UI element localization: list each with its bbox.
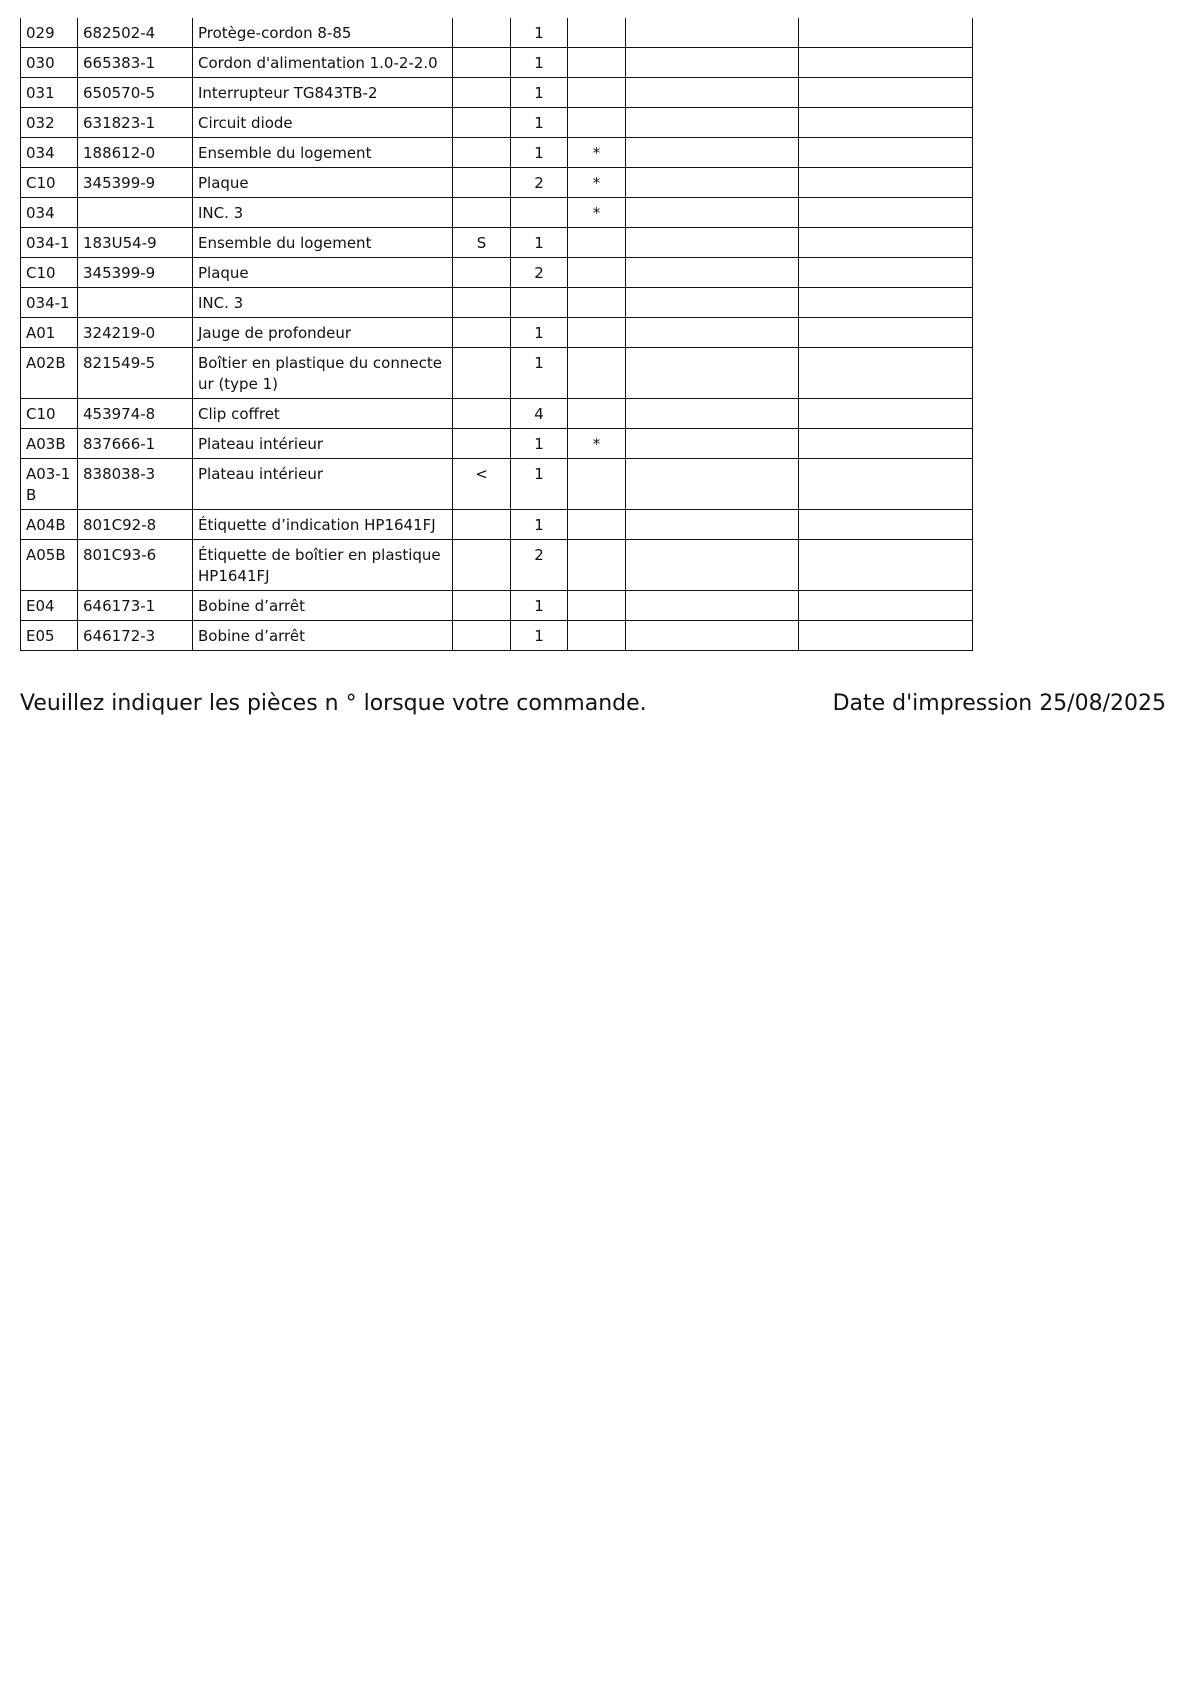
cell-code (453, 318, 511, 348)
order-instruction-note: Veuillez indiquer les pièces n ° lorsque votre commande. (20, 691, 647, 716)
cell-description: Boîtier en plastique du connecteur (type 1) (193, 348, 453, 399)
cell-quantity: 1 (511, 591, 568, 621)
cell-part-number: 682502-4 (78, 18, 193, 48)
cell-part-number: 821549-5 (78, 348, 193, 399)
cell-part-number: 801C93-6 (78, 540, 193, 591)
cell-item-number: E05 (21, 621, 78, 651)
cell-extra-2 (799, 108, 973, 138)
cell-quantity (511, 288, 568, 318)
table-row (21, 108, 973, 138)
cell-quantity: 1 (511, 108, 568, 138)
cell-code (453, 510, 511, 540)
cell-mark: * (568, 429, 626, 459)
cell-extra-1 (626, 510, 799, 540)
cell-extra-1 (626, 258, 799, 288)
table-row (21, 348, 973, 399)
cell-extra-1 (626, 78, 799, 108)
cell-extra-1 (626, 138, 799, 168)
cell-extra-2 (799, 288, 973, 318)
cell-item-number: A01 (21, 318, 78, 348)
cell-code (453, 138, 511, 168)
cell-extra-2 (799, 18, 973, 48)
cell-code (453, 399, 511, 429)
table-row (21, 540, 973, 591)
cell-mark (568, 348, 626, 399)
cell-mark (568, 78, 626, 108)
cell-extra-2 (799, 198, 973, 228)
cell-part-number: 646173-1 (78, 591, 193, 621)
cell-mark (568, 318, 626, 348)
cell-mark: * (568, 198, 626, 228)
cell-item-number: 034-1 (21, 288, 78, 318)
cell-code (453, 168, 511, 198)
cell-quantity: 2 (511, 258, 568, 288)
cell-description: INC. 3 (193, 288, 453, 318)
cell-description: Cordon d'alimentation 1.0-2-2.0 (193, 48, 453, 78)
cell-item-number: 032 (21, 108, 78, 138)
cell-code: < (453, 459, 511, 510)
cell-extra-2 (799, 348, 973, 399)
cell-quantity: 2 (511, 168, 568, 198)
cell-item-number: C10 (21, 168, 78, 198)
cell-quantity: 1 (511, 318, 568, 348)
cell-item-number: A03-1B (21, 459, 78, 510)
table-row (21, 429, 973, 459)
cell-code: S (453, 228, 511, 258)
cell-description: Interrupteur TG843TB-2 (193, 78, 453, 108)
cell-item-number: A04B (21, 510, 78, 540)
cell-mark (568, 108, 626, 138)
cell-quantity: 1 (511, 48, 568, 78)
table-row (21, 288, 973, 318)
cell-mark (568, 540, 626, 591)
cell-extra-2 (799, 48, 973, 78)
cell-part-number: 801C92-8 (78, 510, 193, 540)
cell-quantity: 1 (511, 78, 568, 108)
cell-mark (568, 258, 626, 288)
cell-code (453, 258, 511, 288)
cell-item-number: A03B (21, 429, 78, 459)
table-row (21, 399, 973, 429)
cell-description: INC. 3 (193, 198, 453, 228)
cell-item-number: 031 (21, 78, 78, 108)
cell-extra-2 (799, 621, 973, 651)
cell-item-number: 034 (21, 138, 78, 168)
cell-description: Ensemble du logement (193, 138, 453, 168)
table-row (21, 459, 973, 510)
cell-mark (568, 510, 626, 540)
cell-extra-2 (799, 228, 973, 258)
cell-extra-1 (626, 318, 799, 348)
cell-part-number: 345399-9 (78, 168, 193, 198)
table-row (21, 621, 973, 651)
print-date: Date d'impression 25/08/2025 (832, 691, 1166, 716)
cell-extra-1 (626, 228, 799, 258)
table-row (21, 591, 973, 621)
cell-code (453, 591, 511, 621)
cell-extra-1 (626, 459, 799, 510)
parts-table-body (21, 18, 973, 651)
cell-quantity: 1 (511, 138, 568, 168)
cell-extra-1 (626, 399, 799, 429)
cell-part-number (78, 198, 193, 228)
cell-extra-2 (799, 168, 973, 198)
table-row (21, 168, 973, 198)
cell-item-number: A05B (21, 540, 78, 591)
cell-code (453, 78, 511, 108)
cell-part-number: 183U54-9 (78, 228, 193, 258)
cell-quantity (511, 198, 568, 228)
cell-mark (568, 48, 626, 78)
cell-part-number: 453974-8 (78, 399, 193, 429)
cell-code (453, 540, 511, 591)
cell-part-number: 838038-3 (78, 459, 193, 510)
cell-extra-1 (626, 540, 799, 591)
table-row (21, 198, 973, 228)
cell-code (453, 198, 511, 228)
table-row (21, 138, 973, 168)
cell-description: Bobine d’arrêt (193, 591, 453, 621)
table-row (21, 48, 973, 78)
cell-mark (568, 621, 626, 651)
cell-description: Étiquette d’indication HP1641FJ (193, 510, 453, 540)
cell-extra-1 (626, 429, 799, 459)
cell-mark (568, 18, 626, 48)
cell-quantity: 1 (511, 228, 568, 258)
cell-extra-1 (626, 198, 799, 228)
cell-item-number: 030 (21, 48, 78, 78)
cell-code (453, 108, 511, 138)
cell-part-number: 188612-0 (78, 138, 193, 168)
cell-code (453, 429, 511, 459)
cell-quantity: 1 (511, 621, 568, 651)
cell-extra-1 (626, 591, 799, 621)
cell-item-number: A02B (21, 348, 78, 399)
cell-description: Bobine d’arrêt (193, 621, 453, 651)
cell-code (453, 348, 511, 399)
cell-extra-1 (626, 288, 799, 318)
cell-extra-2 (799, 138, 973, 168)
cell-description: Plateau intérieur (193, 459, 453, 510)
cell-item-number: 029 (21, 18, 78, 48)
cell-extra-2 (799, 318, 973, 348)
cell-item-number: E04 (21, 591, 78, 621)
cell-extra-2 (799, 429, 973, 459)
table-row (21, 18, 973, 48)
cell-extra-1 (626, 48, 799, 78)
cell-quantity: 2 (511, 540, 568, 591)
cell-description: Protège-cordon 8-85 (193, 18, 453, 48)
cell-part-number: 324219-0 (78, 318, 193, 348)
cell-extra-2 (799, 540, 973, 591)
cell-part-number (78, 288, 193, 318)
cell-description: Plaque (193, 258, 453, 288)
cell-extra-1 (626, 108, 799, 138)
cell-quantity: 1 (511, 459, 568, 510)
table-row (21, 228, 973, 258)
cell-part-number: 631823-1 (78, 108, 193, 138)
cell-description: Jauge de profondeur (193, 318, 453, 348)
cell-quantity: 1 (511, 429, 568, 459)
parts-table (20, 18, 973, 651)
cell-mark (568, 399, 626, 429)
cell-extra-1 (626, 621, 799, 651)
cell-code (453, 48, 511, 78)
table-row (21, 510, 973, 540)
cell-code (453, 288, 511, 318)
cell-extra-2 (799, 591, 973, 621)
cell-extra-1 (626, 18, 799, 48)
cell-description: Plaque (193, 168, 453, 198)
cell-description: Étiquette de boîtier en plastique HP1641FJ (193, 540, 453, 591)
cell-mark (568, 288, 626, 318)
cell-quantity: 4 (511, 399, 568, 429)
cell-description: Ensemble du logement (193, 228, 453, 258)
cell-extra-2 (799, 399, 973, 429)
cell-mark (568, 228, 626, 258)
cell-extra-1 (626, 168, 799, 198)
cell-code (453, 621, 511, 651)
cell-part-number: 650570-5 (78, 78, 193, 108)
cell-description: Clip coffret (193, 399, 453, 429)
table-row (21, 78, 973, 108)
cell-item-number: C10 (21, 399, 78, 429)
cell-quantity: 1 (511, 348, 568, 399)
cell-quantity: 1 (511, 18, 568, 48)
cell-item-number: 034 (21, 198, 78, 228)
cell-item-number: 034-1 (21, 228, 78, 258)
cell-mark (568, 591, 626, 621)
cell-extra-2 (799, 78, 973, 108)
cell-extra-2 (799, 459, 973, 510)
cell-extra-2 (799, 510, 973, 540)
cell-extra-2 (799, 258, 973, 288)
cell-description: Circuit diode (193, 108, 453, 138)
table-row (21, 318, 973, 348)
cell-mark: * (568, 168, 626, 198)
cell-mark (568, 459, 626, 510)
table-row (21, 258, 973, 288)
cell-part-number: 345399-9 (78, 258, 193, 288)
cell-extra-1 (626, 348, 799, 399)
cell-code (453, 18, 511, 48)
cell-quantity: 1 (511, 510, 568, 540)
cell-mark: * (568, 138, 626, 168)
cell-part-number: 665383-1 (78, 48, 193, 78)
cell-item-number: C10 (21, 258, 78, 288)
cell-part-number: 837666-1 (78, 429, 193, 459)
cell-part-number: 646172-3 (78, 621, 193, 651)
cell-description: Plateau intérieur (193, 429, 453, 459)
